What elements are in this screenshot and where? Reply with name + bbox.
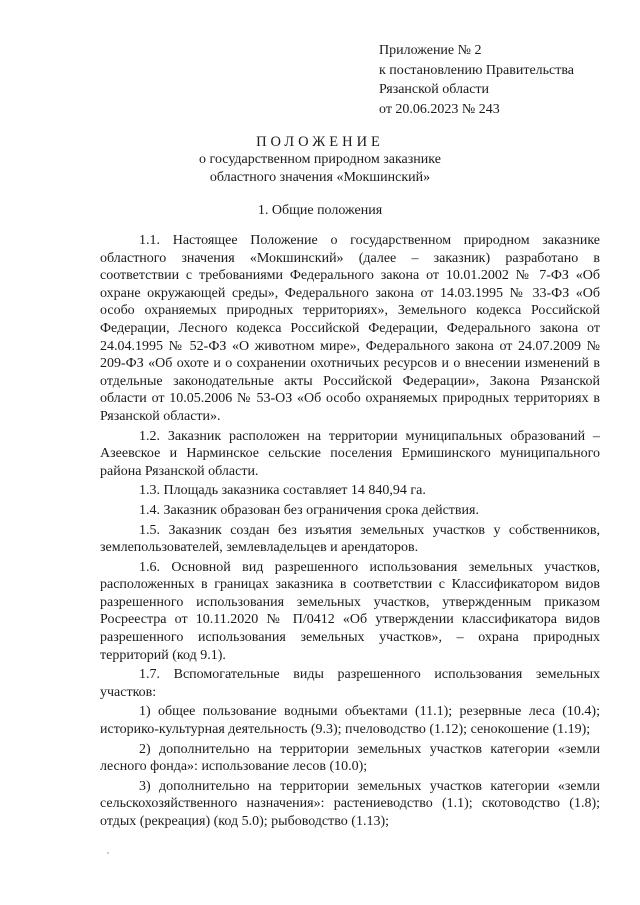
paragraph-1-2: 1.2. Заказник расположен на территории муниципальных образований – Азеевское и Нарминское сельские поселения Ермишинского муниципального района Рязанской области. — [100, 428, 600, 479]
scan-speck — [107, 852, 109, 854]
attachment-date: от 20.06.2023 № 243 — [379, 101, 500, 117]
document-subtitle — [0, 151, 640, 187]
paragraph-1-4: 1.4. Заказник образован без ограничения срока действия. — [139, 502, 479, 518]
section-title: 1. Общие положения — [257, 203, 383, 218]
subtitle-line-1: о государственном природном заказнике — [199, 152, 441, 167]
attachment-ref: к постановлению Правительства — [379, 62, 575, 78]
paragraph-1-7: 1.7. Вспомогательные виды разрешенного использования земельных участков: — [100, 667, 600, 700]
attachment-number: Приложение № 2 — [379, 43, 482, 58]
list-item-1: 1) общее пользование водными объектами (11.1); резервные леса (10.4); историко-культурная деятельность (9.3); пчеловодство (1.12); сенокошение (1.19); — [100, 704, 600, 738]
paragraph-1-6: 1.6. Основной вид разрешенного использования земельных участков, расположенных в границах заказника в соответствии с Классификатором видов разрешенного использования земельных участков, утвержденным приказом Росреестра от 10.11.2020 № П/0412 «Об утверждении классификатора видов разрешенного использования земельных участков», – охрана природных территорий (код 9.1). — [100, 559, 600, 663]
subtitle-line-2: областного значения «Мокшинский» — [209, 170, 431, 185]
paragraph-1-1: 1.1. Настоящее Положение о государственном природном заказнике областного значения «Мокшинский» (далее – заказник) разработано в соответствии с требованиями Федерального закона от 10.01.2002 № 7-ФЗ «Об охране окружающей среды», Федерального закона от 14.03.1995 № 33-ФЗ «Об особо охраняемых природных территориях», Земельного кодекса Российской Федерации, Лесного кодекса Российской Федерации, Федерального закона от 24.04.1995 № 52-ФЗ «О животном мире», Федерального закона от 24.07.2009 № 209-ФЗ «Об охоте и о сохранении охотничьих ресурсов и о внесении изменений в отдельные законодательные акты Российской Федерации», Закона Рязанской области от 10.05.2006 № 53-ОЗ «Об особо охраняемых природных территориях в Рязанской области». — [100, 233, 600, 424]
attachment-region: Рязанской области — [379, 82, 490, 97]
paragraph-1-5: 1.5. Заказник создан без изъятия земельных участков у собственников, землепользователей, землевладельцев и арендаторов. — [100, 522, 600, 556]
attachment-header — [379, 41, 574, 119]
document-body — [100, 232, 600, 833]
document-heading: ПОЛОЖЕНИЕ — [256, 134, 384, 150]
list-item-2: 2) дополнительно на территории земельных участков категории «земли лесного фонда»: использование лесов (10.0); — [100, 741, 600, 775]
paragraph-1-3: 1.3. Площадь заказника составляет 14 840,94 га. — [139, 483, 426, 499]
list-item-3: 3) дополнительно на территории земельных участков категории «земли сельскохозяйственного назначения»: растениеводство (1.1); скотоводство (1.8); отдых (рекреация) (код 5.0); рыбоводство (1.13); — [100, 778, 600, 829]
